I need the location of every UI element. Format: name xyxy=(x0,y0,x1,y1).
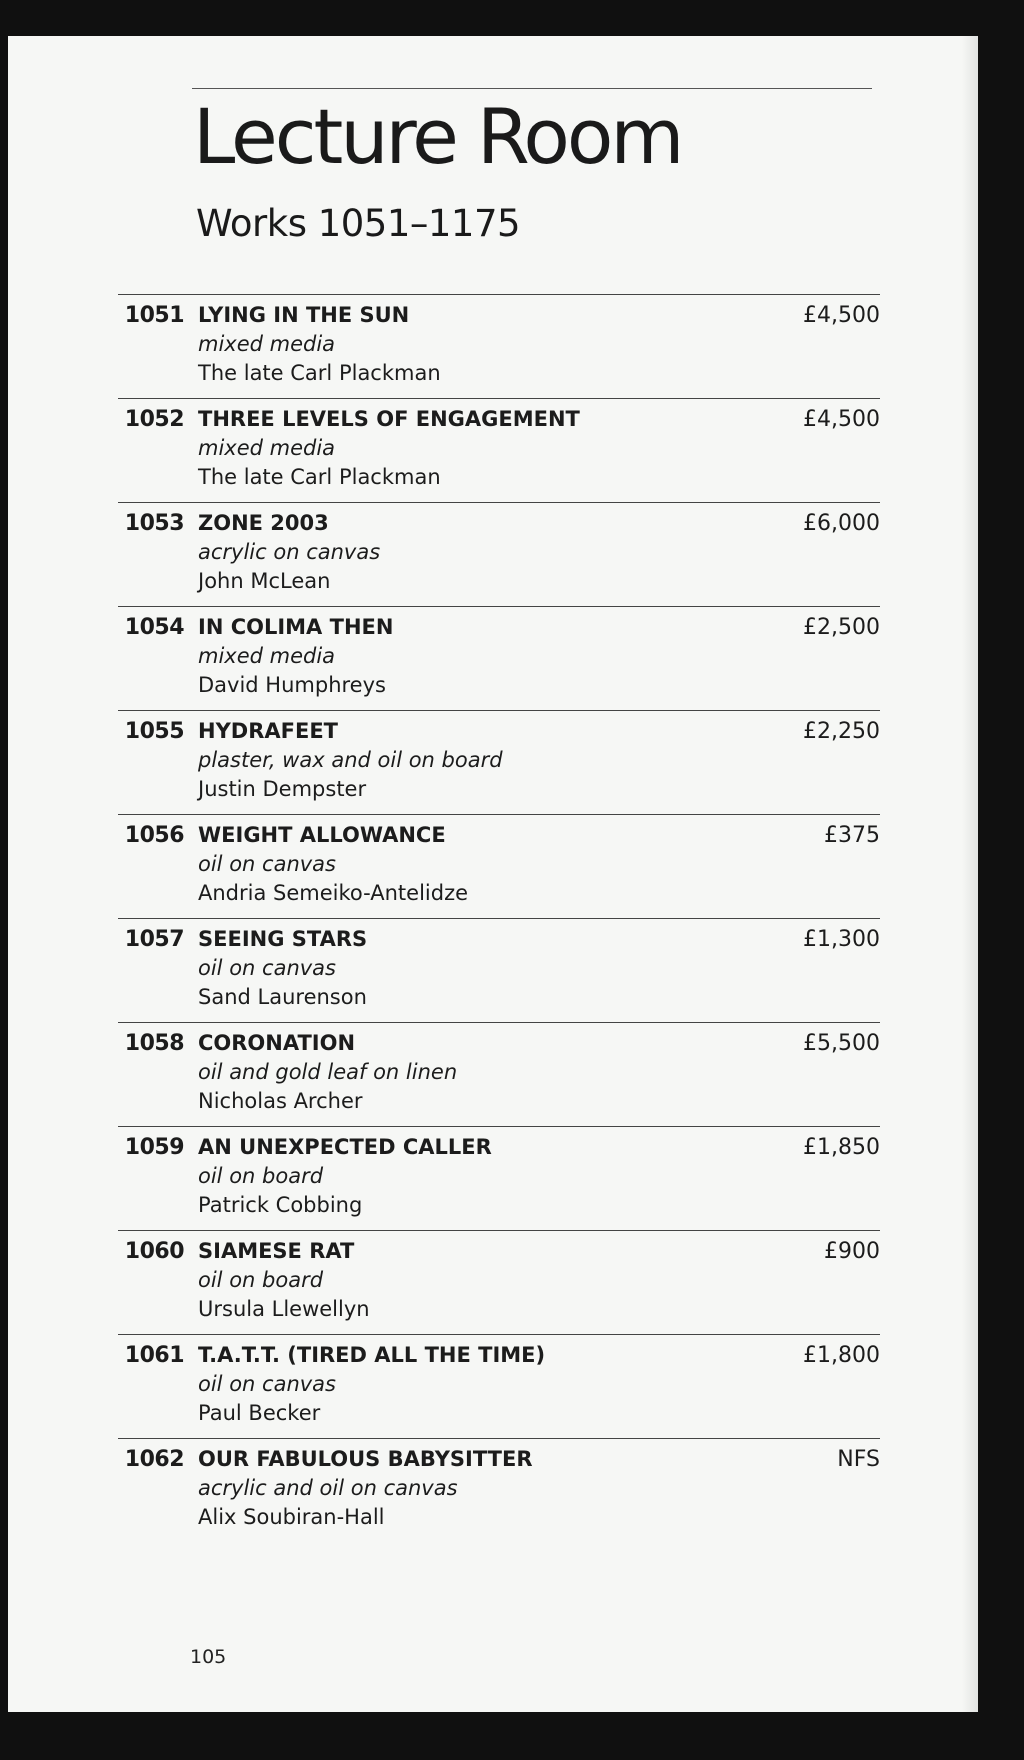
work-entry xyxy=(118,398,880,502)
work-medium: acrylic on canvas xyxy=(198,540,381,564)
work-artist: Patrick Cobbing xyxy=(198,1193,363,1217)
work-entry xyxy=(118,1334,880,1438)
work-price: £4,500 xyxy=(803,407,880,432)
work-number: 1051 xyxy=(124,303,184,328)
work-artist: Ursula Llewellyn xyxy=(198,1297,370,1321)
work-title: ZONE 2003 xyxy=(198,511,329,535)
work-medium: oil on canvas xyxy=(198,852,336,876)
work-number: 1056 xyxy=(124,823,184,848)
top-rule xyxy=(192,88,872,89)
work-medium: mixed media xyxy=(198,332,336,356)
work-medium: oil and gold leaf on linen xyxy=(198,1060,458,1084)
work-artist: Justin Dempster xyxy=(198,777,367,801)
work-title: AN UNEXPECTED CALLER xyxy=(198,1135,492,1159)
work-number: 1061 xyxy=(124,1343,184,1368)
work-artist: The late Carl Plackman xyxy=(198,465,441,489)
work-artist: The late Carl Plackman xyxy=(198,361,441,385)
work-number: 1060 xyxy=(124,1239,184,1264)
work-artist: Nicholas Archer xyxy=(198,1089,363,1113)
work-title: IN COLIMA THEN xyxy=(198,615,394,639)
work-artist: Andria Semeiko-Antelidze xyxy=(198,881,469,905)
page-title: Lecture Room xyxy=(193,92,682,181)
work-entry xyxy=(118,1022,880,1126)
work-number: 1059 xyxy=(124,1135,184,1160)
work-artist: Alix Soubiran-Hall xyxy=(198,1505,385,1529)
work-title: SEEING STARS xyxy=(198,927,368,951)
work-title: THREE LEVELS OF ENGAGEMENT xyxy=(198,407,580,431)
work-entry xyxy=(118,294,880,398)
work-artist: John McLean xyxy=(198,569,331,593)
work-title: WEIGHT ALLOWANCE xyxy=(198,823,446,847)
work-entry xyxy=(118,1126,880,1230)
work-title: HYDRAFEET xyxy=(198,719,338,743)
work-medium: plaster, wax and oil on board xyxy=(198,748,503,772)
work-medium: oil on canvas xyxy=(198,1372,336,1396)
work-price: £5,500 xyxy=(803,1031,880,1056)
work-price: £2,250 xyxy=(803,719,880,744)
work-entry xyxy=(118,918,880,1022)
page-subtitle: Works 1051–1175 xyxy=(196,202,521,245)
catalogue-page xyxy=(8,36,978,1712)
work-medium: oil on board xyxy=(198,1164,324,1188)
work-number: 1062 xyxy=(124,1447,184,1472)
work-price: £375 xyxy=(824,823,880,848)
work-price: £1,850 xyxy=(803,1135,880,1160)
work-entry xyxy=(118,1438,880,1542)
work-number: 1058 xyxy=(124,1031,184,1056)
page-edge xyxy=(962,36,978,1712)
work-price: £6,000 xyxy=(803,511,880,536)
work-artist: Paul Becker xyxy=(198,1401,321,1425)
work-entry xyxy=(118,502,880,606)
work-price: NFS xyxy=(837,1447,880,1472)
work-medium: oil on board xyxy=(198,1268,324,1292)
work-number: 1055 xyxy=(124,719,184,744)
work-entry xyxy=(118,710,880,814)
work-title: SIAMESE RAT xyxy=(198,1239,355,1263)
page-number: 105 xyxy=(190,1646,227,1668)
work-medium: acrylic and oil on canvas xyxy=(198,1476,458,1500)
work-artist: Sand Laurenson xyxy=(198,985,367,1009)
works-list xyxy=(118,294,880,1542)
work-entry xyxy=(118,814,880,918)
work-price: £1,800 xyxy=(803,1343,880,1368)
work-price: £900 xyxy=(824,1239,880,1264)
work-price: £1,300 xyxy=(803,927,880,952)
work-title: LYING IN THE SUN xyxy=(198,303,410,327)
work-entry xyxy=(118,1230,880,1334)
work-entry xyxy=(118,606,880,710)
work-title: CORONATION xyxy=(198,1031,356,1055)
work-title: T.A.T.T. (TIRED ALL THE TIME) xyxy=(198,1343,546,1367)
work-price: £4,500 xyxy=(803,303,880,328)
work-number: 1057 xyxy=(124,927,184,952)
work-price: £2,500 xyxy=(803,615,880,640)
work-number: 1052 xyxy=(124,407,184,432)
work-medium: oil on canvas xyxy=(198,956,336,980)
work-medium: mixed media xyxy=(198,644,336,668)
work-number: 1054 xyxy=(124,615,184,640)
work-number: 1053 xyxy=(124,511,184,536)
work-artist: David Humphreys xyxy=(198,673,386,697)
work-title: OUR FABULOUS BABYSITTER xyxy=(198,1447,533,1471)
work-medium: mixed media xyxy=(198,436,336,460)
